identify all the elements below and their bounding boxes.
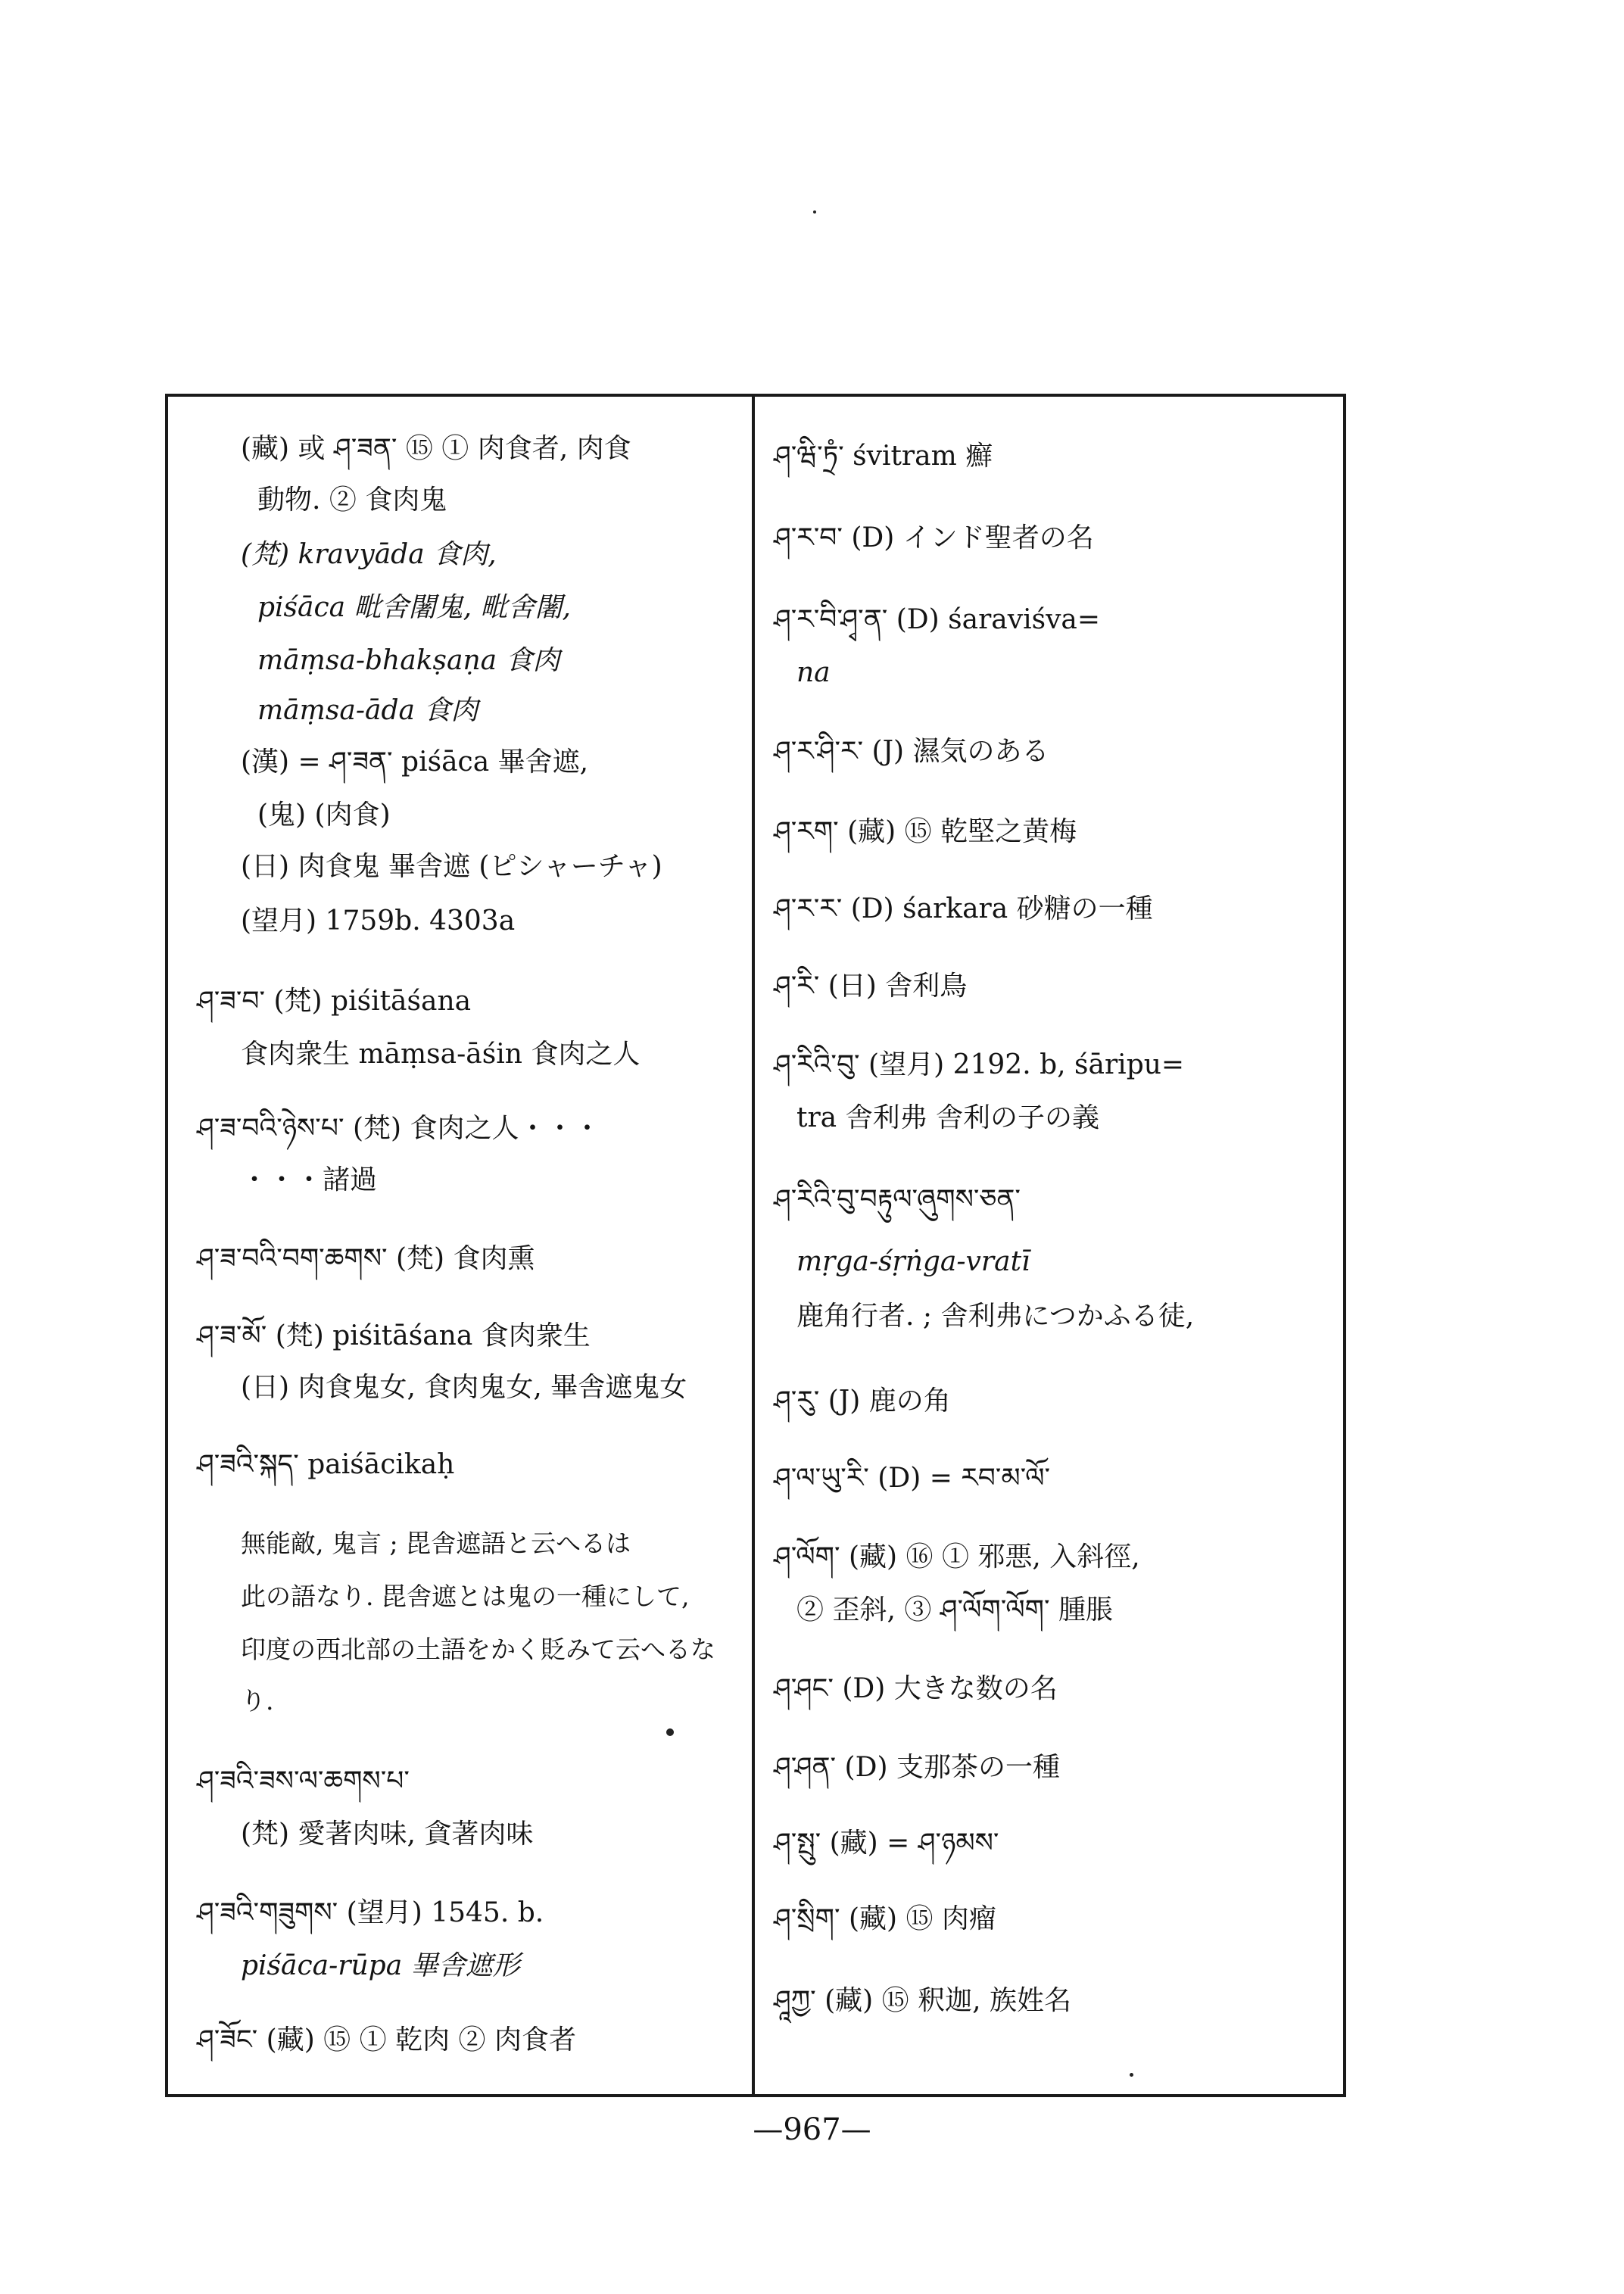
- right-line-1: ཤ་ཝི་ཏྲཾ་ śvitram 癬: [774, 441, 993, 472]
- left-line-21: 印度の西北部の土語をかく貶みて云へるな: [241, 1635, 715, 1664]
- right-line-4: na: [796, 657, 831, 688]
- left-line-27: ཤ་ཟོང་ (藏) ⑮ ① 乾肉 ② 肉食者: [197, 2024, 576, 2056]
- left-line-14: ・・・諸過: [241, 1164, 378, 1195]
- left-line-22: り.: [241, 1686, 274, 1716]
- left-line-1: (藏) 或 ཤ་ཟན་ ⑮ ① 肉食者, 肉食: [241, 433, 631, 464]
- right-line-3: ཤ་ར་བི་ཤྭ་ན་ (D) śaraviśva=: [774, 604, 1101, 635]
- right-line-21: ཤ་སྲིག་ (藏) ⑮ 肉瘤: [774, 1903, 996, 1934]
- ink-speck: [813, 210, 816, 214]
- left-line-16: ཤ་ཟ་མོ་ (梵) piśitāśana 食肉衆生: [197, 1320, 591, 1351]
- right-line-5: ཤ་ར་ཤི་ར་ (J) 濕気のある: [774, 736, 1049, 767]
- right-line-14: ཤ་རུ་ (J) 鹿の角: [774, 1385, 951, 1417]
- left-line-5: māṃsa-bhakṣaṇa 食肉: [257, 645, 560, 676]
- right-line-9: ཤ་རིའི་བུ་ (望月) 2192. b, śāripu=: [774, 1049, 1185, 1080]
- right-line-7: ཤ་ར་ར་ (D) śarkara 砂糖の一種: [774, 893, 1153, 924]
- left-line-2: 動物. ② 食肉鬼: [257, 485, 447, 516]
- right-line-18: ཤ་ཤང་ (D) 大きな数の名: [774, 1673, 1058, 1704]
- ink-speck: [1130, 2073, 1133, 2077]
- page-number: —967—: [753, 2112, 871, 2147]
- right-line-17: ② 歪斜, ③ ཤ་ལོག་ལོག་ 腫脹: [796, 1594, 1114, 1625]
- left-line-15: ཤ་ཟ་བའི་བག་ཆགས་ (梵) 食肉熏: [197, 1243, 535, 1274]
- right-line-22: ཤཱཀྱ་ (藏) ⑮ 釈迦, 族姓名: [774, 1985, 1071, 2016]
- left-line-24: (梵) 愛著肉味, 貪著肉味: [241, 1819, 534, 1850]
- left-line-26: piśāca-rūpa 畢舎遮形: [241, 1950, 520, 1981]
- left-line-12: 食肉衆生 māṃsa-āśin 食肉之人: [241, 1039, 641, 1070]
- left-line-9: (日) 肉食鬼 畢舎遮 (ピシャーチャ): [241, 851, 662, 882]
- ink-speck: [666, 1728, 674, 1736]
- right-line-8: ཤ་རི་ (日) 舎利鳥: [774, 971, 968, 1002]
- left-line-17: (日) 肉食鬼女, 食肉鬼女, 畢舎遮鬼女: [241, 1372, 687, 1403]
- right-line-15: ཤ་ལ་ཡུ་རི་ (D) = རབ་མ་ལོ་: [774, 1463, 1051, 1494]
- column-divider: [752, 394, 755, 2097]
- left-line-18: ཤ་ཟའི་སྐད་ paiśācikaḥ: [197, 1449, 455, 1480]
- left-line-25: ཤ་ཟའི་གཟུགས་ (望月) 1545. b.: [197, 1897, 544, 1928]
- left-line-23: ཤ་ཟའི་ཟས་ལ་ཆགས་པ་: [197, 1766, 410, 1797]
- left-line-11: ཤ་ཟ་བ་ (梵) piśitāśana: [197, 986, 472, 1017]
- right-line-6: ཤ་རག་ (藏) ⑮ 乾堅之黄梅: [774, 816, 1077, 847]
- right-line-2: ཤ་ར་བ་ (D) インド聖者の名: [774, 522, 1094, 553]
- left-line-3: (梵) kravyāda 食肉,: [241, 539, 497, 570]
- right-line-16: ཤ་ལོག་ (藏) ⑯ ① 邪悪, 入斜徑,: [774, 1541, 1140, 1572]
- right-line-20: ཤ་སྤུ་ (藏) = ཤ་ཉམས་: [774, 1828, 999, 1859]
- left-line-13: ཤ་ཟ་བའི་ཉེས་པ་ (梵) 食肉之人・・・: [197, 1113, 601, 1144]
- left-line-20: 此の語なり. 毘舎遮とは鬼の一種にして,: [241, 1582, 690, 1611]
- right-line-10: tra 舎利弗 舎利の子の義: [796, 1102, 1100, 1133]
- right-line-13: 鹿角行者. ; 舎利弗につかふる徒,: [796, 1301, 1195, 1332]
- left-line-8: (鬼) (肉食): [257, 799, 391, 831]
- left-line-6: māṃsa-āda 食肉: [257, 695, 478, 726]
- right-line-19: ཤ་ཤན་ (D) 支那茶の一種: [774, 1752, 1060, 1783]
- left-line-10: (望月) 1759b. 4303a: [241, 905, 516, 937]
- right-line-12: mṛga-śṛṅga-vratī: [796, 1246, 1030, 1277]
- left-line-7: (漢) = ཤ་ཟན་ piśāca 畢舍遮,: [241, 746, 589, 778]
- left-line-19: 無能敵, 鬼言 ; 毘舎遮語と云へるは: [241, 1529, 631, 1558]
- left-line-4: piśāca 毗舍闍鬼, 毗舍闍,: [257, 592, 571, 623]
- right-line-11: ཤ་རིའི་བུ་བརྟུལ་ཞུགས་ཅན་: [774, 1184, 1021, 1215]
